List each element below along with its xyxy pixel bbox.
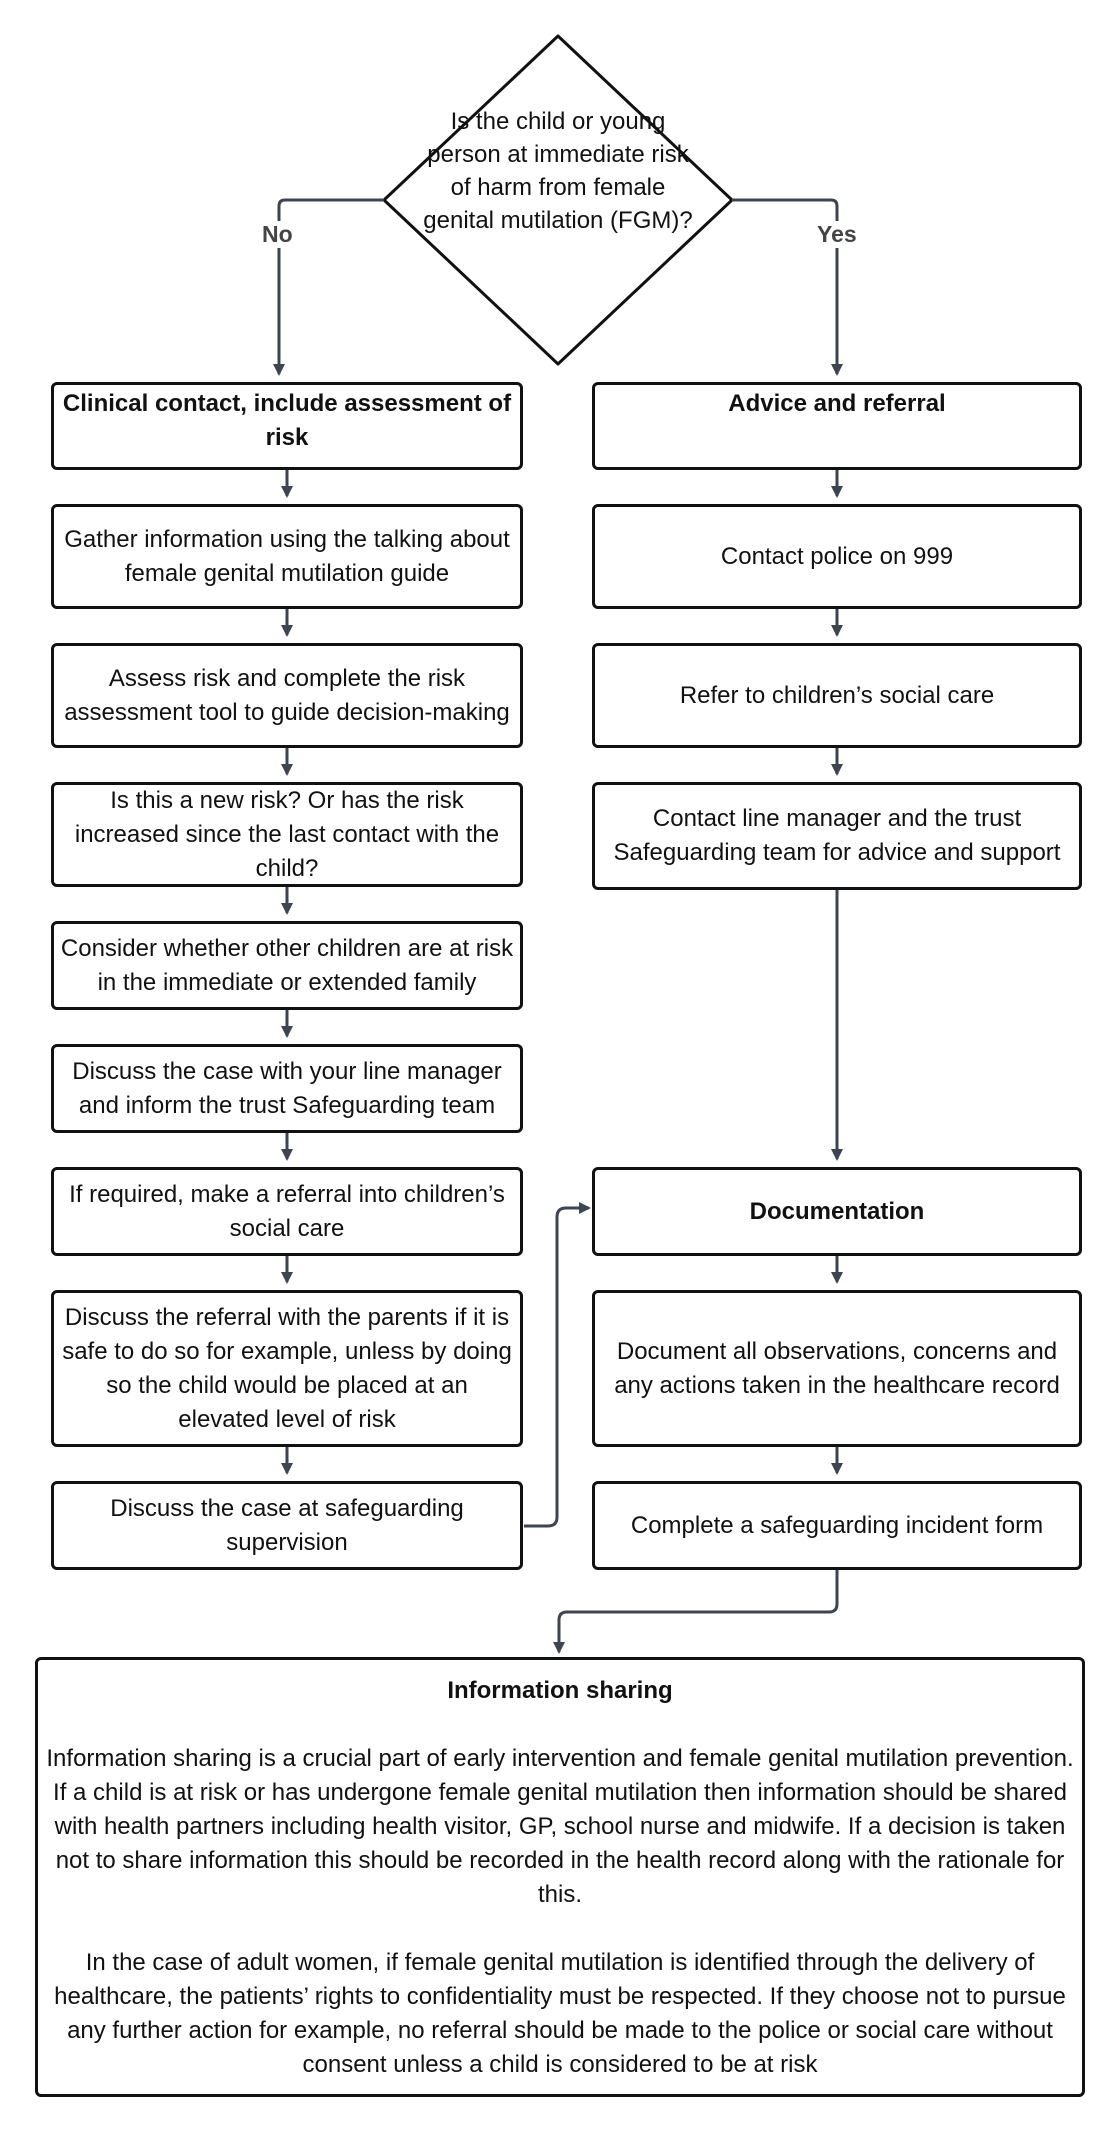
information-sharing-paragraph-2: In the case of adult women, if female genital mutilation is identified through the delivery of healthcare, the patients’ rights to confidentiality must be respected. If they choose not to pursue any further action for example, no referral should be made to the police or social care without consent unless a child is considered to be at risk	[54, 1949, 1066, 2078]
contact-line-manager-box	[592, 782, 1082, 890]
advice-referral-text: Advice and referral	[728, 390, 946, 417]
discuss-line-manager-text: Discuss the case with your line manager and inform the trust Safeguarding team	[72, 1057, 502, 1119]
contact-line-manager-text: Contact line manager and the trust Safeguarding team for advice and support	[613, 805, 1061, 866]
safeguarding-supervision-box	[51, 1481, 523, 1570]
discuss-parents-text: Discuss the referral with the parents if it is safe to do so for example, unless by doing so the child would be placed at an elevated level of risk	[62, 1303, 512, 1433]
new-risk-box	[51, 782, 523, 887]
gather-information-box	[51, 504, 523, 609]
contact-police-text: Contact police on 999	[720, 542, 954, 570]
decision-question: Is the child or young person at immediate risk of harm from female genital mutilation (FGM)?	[423, 108, 693, 234]
documentation-box	[592, 1167, 1082, 1256]
clinical-contact-box	[51, 382, 523, 470]
advice-referral-box	[592, 382, 1082, 470]
incident-form-box	[592, 1481, 1082, 1570]
contact-police-box	[592, 504, 1082, 609]
document-observations-box	[592, 1290, 1082, 1447]
refer-social-care-text: Refer to children’s social care	[679, 681, 995, 709]
yes-label: Yes	[817, 221, 857, 247]
new-risk-text: Is this a new risk? Or has the risk increased since the last contact with the child?	[74, 786, 500, 882]
other-children-box	[51, 921, 523, 1010]
assess-risk-text: Assess risk and complete the risk assessment tool to guide decision-making	[64, 664, 510, 726]
supervision-to-documentation-connector	[524, 1208, 589, 1526]
document-observations-text: Document all observations, concerns and any actions taken in the healthcare record	[614, 1337, 1060, 1399]
no-branch-connector	[279, 200, 384, 374]
refer-social-care-box	[592, 643, 1082, 748]
other-children-text: Consider whether other children are at risk in the immediate or extended family	[60, 934, 514, 996]
information-sharing-box	[35, 1657, 1085, 2097]
discuss-parents-box	[51, 1290, 523, 1447]
incident-form-text: Complete a safeguarding incident form	[630, 1511, 1044, 1539]
information-sharing-paragraph-1: Information sharing is a crucial part of early intervention and female genital mutilation prevention. If a child is at risk or has undergone female genital mutilation then information should be shared with health partners including health visitor, GP, school nurse and midwife. If a decision is taken not to share information this should be recorded in the health record along with the rationale for this.	[46, 1745, 1074, 1908]
documentation-text: Documentation	[749, 1197, 925, 1225]
no-label: No	[262, 221, 293, 247]
gather-information-text: Gather information using the talking about female genital mutilation guide	[64, 525, 510, 587]
incident-to-information-connector	[559, 1569, 837, 1652]
clinical-contact-text: Clinical contact, include assessment of risk	[62, 390, 512, 451]
safeguarding-supervision-text: Discuss the case at safeguarding supervision	[110, 1494, 464, 1556]
information-sharing-title: Information sharing	[447, 1677, 673, 1704]
discuss-line-manager-box	[51, 1044, 523, 1133]
make-referral-box	[51, 1167, 523, 1256]
assess-risk-box	[51, 643, 523, 748]
make-referral-text: If required, make a referral into children’s social care	[69, 1180, 505, 1242]
